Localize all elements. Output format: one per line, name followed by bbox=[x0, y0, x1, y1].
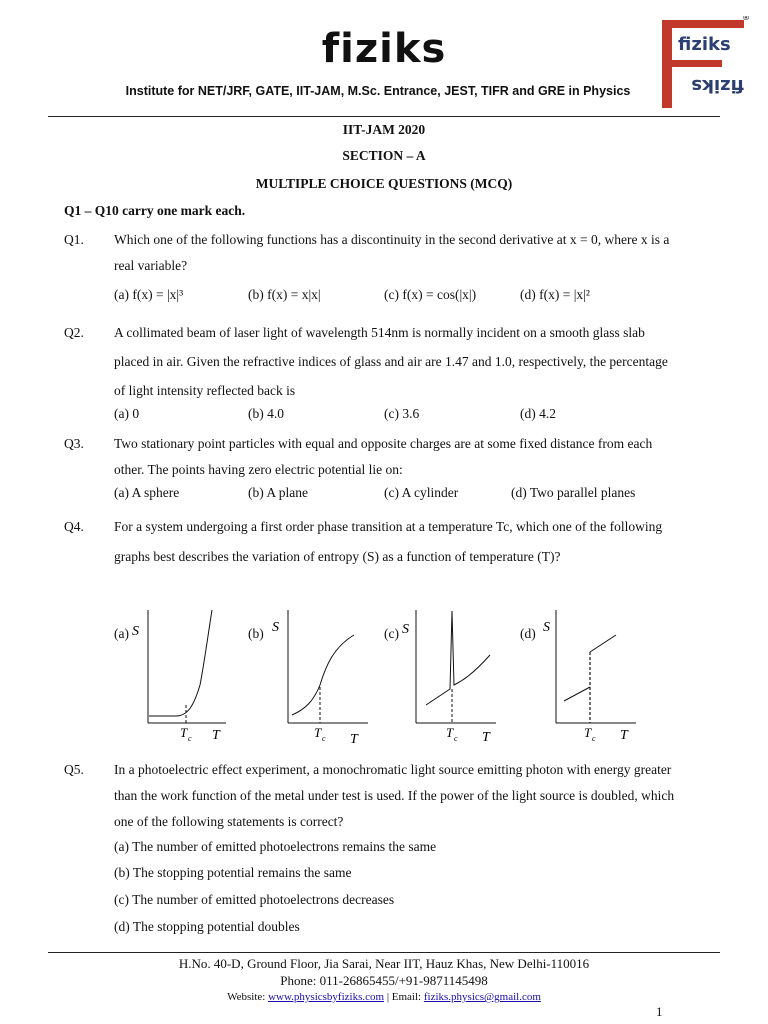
option-a[interactable]: (a) f(x) = |x|³ bbox=[114, 287, 184, 302]
tc-subscript: c bbox=[188, 734, 192, 743]
question-text: For a system undergoing a first order phase transition at a temperature Tc, which one of the following graphs best describes the variation of entropy (S) as a function of temperature (T)? bbox=[114, 519, 663, 564]
graph-b[interactable] bbox=[268, 605, 378, 745]
footer-address: H.No. 40-D, Ground Floor, Jia Sarai, Near IIT, Hauz Khas, New Delhi-110016 bbox=[178, 956, 590, 971]
y-axis-label: S bbox=[132, 624, 139, 639]
question-3-options bbox=[114, 485, 674, 509]
fiziks-logo bbox=[660, 16, 752, 112]
logo-text-mirrored: fiziks bbox=[691, 75, 744, 96]
x-axis-label: T bbox=[482, 730, 490, 745]
graph-c[interactable] bbox=[398, 605, 508, 745]
tc-label: T bbox=[446, 725, 454, 740]
y-axis-label: S bbox=[402, 622, 409, 637]
option-c[interactable]: (c) f(x) = cos(|x|) bbox=[384, 287, 477, 302]
footer-contact bbox=[0, 991, 768, 1003]
brand-title: fiziks bbox=[321, 26, 447, 72]
option-b[interactable]: (b) A plane bbox=[248, 485, 308, 500]
question-2 bbox=[64, 318, 676, 405]
question-5 bbox=[64, 757, 676, 835]
option-b[interactable]: (b) The stopping potential remains the same bbox=[114, 865, 352, 880]
option-d[interactable]: (d) f(x) = |x|² bbox=[520, 287, 590, 302]
email-link[interactable]: fiziks.physics@gmail.com bbox=[423, 991, 541, 1003]
tc-subscript: c bbox=[322, 734, 326, 743]
footer-phone: Phone: 011-26865455/+91-9871145498 bbox=[280, 973, 488, 988]
exam-title: IIT-JAM 2020 bbox=[342, 122, 426, 137]
y-axis-label: S bbox=[543, 620, 550, 635]
question-type: MULTIPLE CHOICE QUESTIONS (MCQ) bbox=[255, 176, 513, 191]
question-text: In a photoelectric effect experiment, a monochromatic light source emitting photon with energy greater than the work function of the metal under test is used. If the power of the light source is doubled, which one of the following statements is correct? bbox=[114, 762, 675, 829]
footer-divider bbox=[48, 952, 720, 953]
x-axis-label: T bbox=[212, 728, 220, 743]
graph-option-a[interactable]: (a) bbox=[114, 626, 129, 641]
question-1 bbox=[64, 227, 676, 279]
option-d[interactable]: (d) Two parallel planes bbox=[511, 485, 636, 500]
graph-option-b[interactable]: (b) bbox=[248, 626, 264, 641]
question-3 bbox=[64, 431, 676, 483]
contact-separator: | bbox=[386, 991, 390, 1003]
header-divider bbox=[48, 116, 720, 117]
option-a[interactable]: (a) A sphere bbox=[114, 485, 180, 500]
marks-note: Q1 – Q10 carry one mark each. bbox=[64, 203, 246, 218]
website-link[interactable]: www.physicsbyfiziks.com bbox=[268, 991, 385, 1003]
question-4 bbox=[64, 512, 676, 572]
logo-text: fiziks bbox=[678, 34, 731, 55]
section-title: SECTION – A bbox=[342, 148, 426, 163]
question-text: Which one of the following functions has a discontinuity in the second derivative at x = 0, where x is a real variable? bbox=[114, 232, 670, 273]
tc-subscript: c bbox=[592, 734, 596, 743]
graph-option-c[interactable]: (c) bbox=[384, 626, 399, 641]
question-text: A collimated beam of laser light of wavelength 514nm is normally incident on a smooth glass slab placed in air. Given the refractive indices of glass and air are 1.47 and 1.0, respectively, the percentage of light intensity reflected back is bbox=[114, 325, 668, 398]
option-c[interactable]: (c) A cylinder bbox=[384, 485, 459, 500]
tc-subscript: c bbox=[454, 734, 458, 743]
option-a[interactable]: (a) The number of emitted photoelectrons remains the same bbox=[114, 839, 437, 854]
tc-label: T bbox=[314, 725, 322, 740]
option-a[interactable]: (a) 0 bbox=[114, 406, 140, 421]
option-b[interactable]: (b) 4.0 bbox=[248, 406, 284, 421]
option-c[interactable]: (c) The number of emitted photoelectrons decreases bbox=[114, 892, 395, 907]
email-label: Email: bbox=[391, 991, 422, 1003]
option-b[interactable]: (b) f(x) = x|x| bbox=[248, 287, 321, 302]
question-number: Q5. bbox=[64, 762, 84, 777]
graph-option-d[interactable]: (d) bbox=[520, 626, 536, 641]
question-number: Q2. bbox=[64, 325, 84, 340]
tc-label: T bbox=[180, 725, 188, 740]
graph-d[interactable] bbox=[540, 605, 650, 745]
website-label: Website: bbox=[227, 991, 266, 1003]
question-2-options bbox=[114, 406, 674, 430]
question-number: Q1. bbox=[64, 232, 84, 247]
x-axis-label: T bbox=[350, 732, 358, 747]
option-c[interactable]: (c) 3.6 bbox=[384, 406, 420, 421]
question-1-options bbox=[114, 287, 674, 311]
tc-label: T bbox=[584, 725, 592, 740]
brand-tagline: Institute for NET/JRF, GATE, IIT-JAM, M.Sc. Entrance, JEST, TIFR and GRE in Physics bbox=[125, 84, 631, 98]
question-number: Q3. bbox=[64, 436, 84, 451]
option-d[interactable]: (d) The stopping potential doubles bbox=[114, 919, 300, 934]
page-number: 1 bbox=[656, 1004, 663, 1019]
question-text: Two stationary point particles with equal and opposite charges are at some fixed distance from each other. The points having zero electric potential lie on: bbox=[114, 436, 653, 477]
x-axis-label: T bbox=[620, 728, 628, 743]
graph-a[interactable] bbox=[128, 605, 238, 745]
option-d[interactable]: (d) 4.2 bbox=[520, 406, 556, 421]
y-axis-label: S bbox=[272, 620, 279, 635]
question-number: Q4. bbox=[64, 519, 84, 534]
registered-mark: ® bbox=[742, 16, 750, 22]
